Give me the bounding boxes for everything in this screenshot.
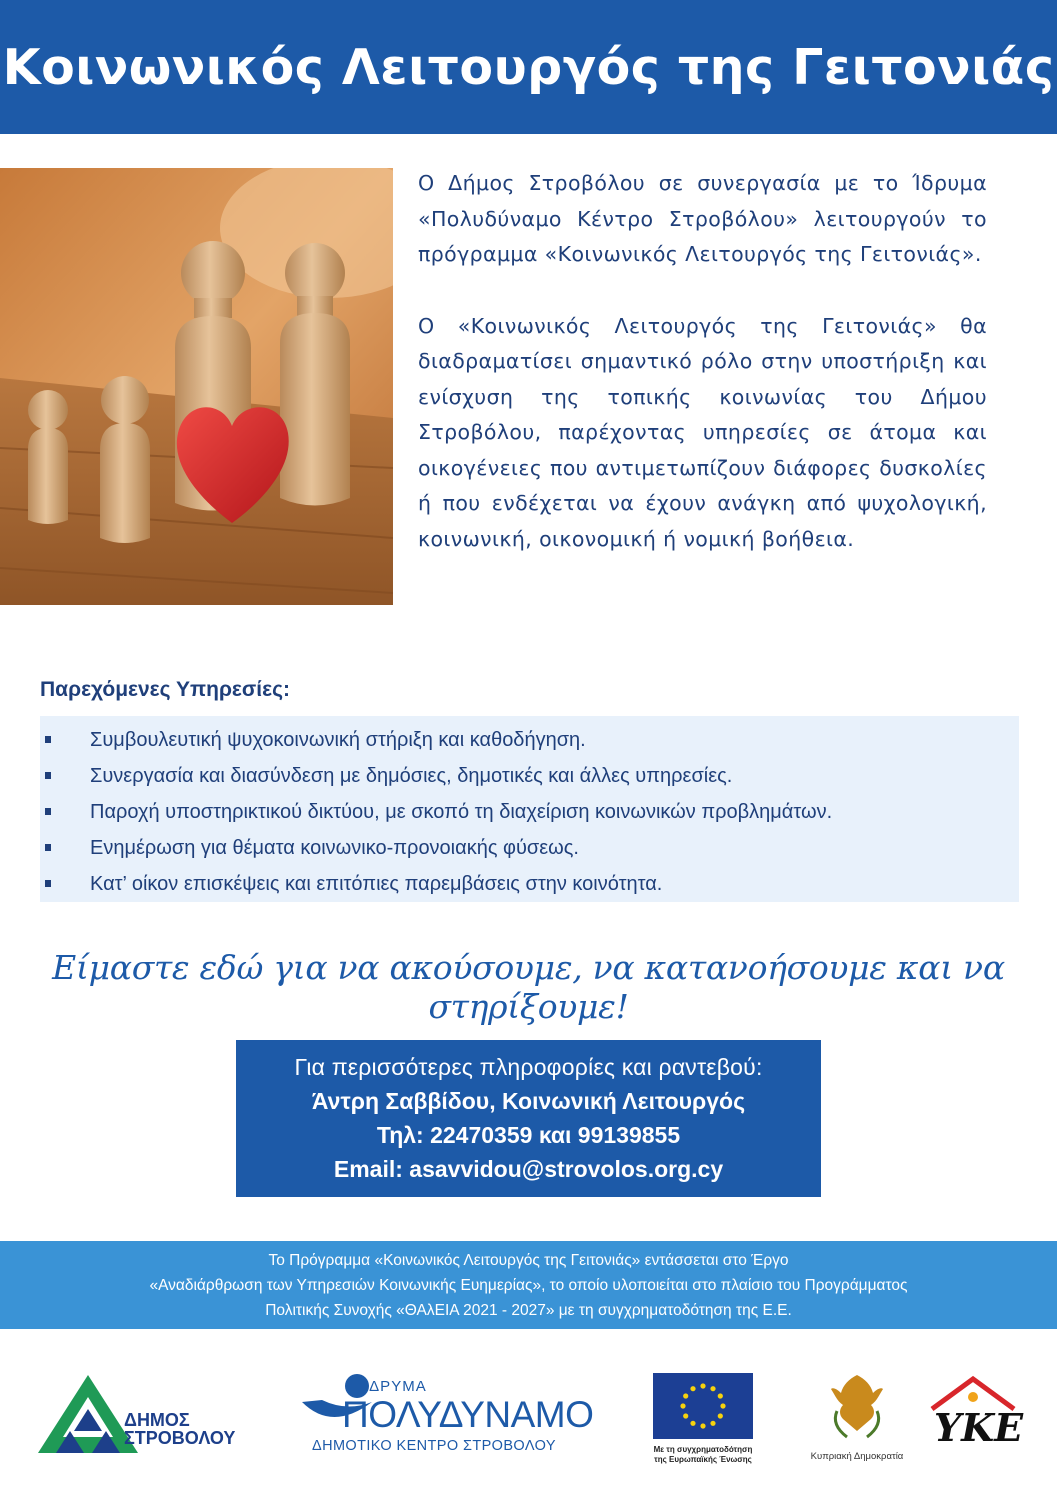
contact-intro: Για περισσότερες πληροφορίες και ραντεβού:: [294, 1054, 763, 1080]
intro-paragraph-2: Ο «Κοινωνικός Λειτουργός της Γειτονιάς» θα διαδραματίσει σημαντικό ρόλο στην υποστήριξη και ενίσχυση της τοπικής κοινωνίας του Δήμου Στροβόλου, παρέχοντας υπηρεσίες σε άτομα και οικογένειες που αντιμετωπίζουν διάφορες δυσκολίες ή που ενδέχεται να έχουν ανάγκη από ψυχολογική, κοινωνική, οικονομική ή νομική βοήθεια.: [418, 313, 987, 551]
services-list-box: [40, 716, 1019, 902]
contact-name: Άντρη Σαββίδου, Κοινωνική Λειτουργός: [311, 1088, 746, 1114]
contact-email[interactable]: Email: asavvidou@strovolos.org.cy: [333, 1156, 724, 1182]
partner-logos: [0, 1355, 1057, 1475]
polydynamo-foundation-logo: [302, 1372, 607, 1472]
cyprus-republic-logo: [802, 1371, 912, 1475]
contact-phone[interactable]: Τηλ: 22470359 και 99139855: [376, 1122, 681, 1148]
strovolos-triangle-icon: [38, 1375, 138, 1455]
service-label: Παροχή υποστηρικτικού δικτύου, με σκοπό τη διαχείριση κοινωνικών προβλημάτων.: [90, 801, 833, 823]
eu-cofunding-logo: [640, 1373, 766, 1473]
bullet-icon: [45, 844, 51, 851]
polydynamo-logo-line-1: ΙΔΡΥΜΑ: [364, 1378, 427, 1395]
polydynamo-logo-line-3: ΔΗΜΟΤΙΚΟ ΚΕΝΤΡΟ ΣΤΡΟΒΟΛΟΥ: [312, 1438, 556, 1454]
service-item: [40, 794, 1019, 830]
services-title: Παρεχόμενες Υπηρεσίες:: [40, 678, 290, 701]
slogan: Είμαστε εδώ για να ακούσουμε, να κατανοήσουμε και να στηρίξουμε!: [52, 948, 1005, 1026]
intro-text: [418, 166, 987, 593]
service-label: Κατ’ οίκον επισκέψεις και επιτόπιες παρεμβάσεις στην κοινότητα.: [90, 873, 663, 895]
funding-notice: [0, 1241, 1057, 1329]
contact-box: [236, 1040, 821, 1197]
cyprus-dove-emblem-icon: [827, 1371, 887, 1441]
funding-line-3: Πολιτικής Συνοχής «ΘΑλΕΙΑ 2021 - 2027» με τη συγχρηματοδότηση της Ε.Ε.: [265, 1302, 792, 1319]
strovolos-municipality-logo: [38, 1375, 278, 1475]
yke-logo: [928, 1375, 1024, 1465]
service-item: [40, 866, 1019, 902]
service-label: Συμβουλευτική ψυχοκοινωνική στήριξη και καθοδήγηση.: [90, 729, 586, 751]
polydynamo-logo-line-2: ΠΟΛΥΔΥΝΑΜΟ: [342, 1394, 594, 1435]
eu-logo-line-1: Με τη συγχρηματοδότηση: [653, 1445, 753, 1454]
service-item: [40, 758, 1019, 794]
wooden-family-heart-photo: [0, 168, 393, 605]
yke-logo-text: ΥΚΕ: [934, 1405, 1024, 1450]
header-banner: [0, 0, 1057, 134]
bullet-icon: [45, 772, 51, 779]
service-item: [40, 722, 1019, 758]
bullet-icon: [45, 808, 51, 815]
eu-logo-line-2: της Ευρωπαϊκής Ένωσης: [654, 1455, 752, 1464]
funding-line-2: «Αναδιάρθρωση των Υπηρεσιών Κοινωνικής Ευημερίας», το οποίο υλοποιείται στο πλαίσιο του Προγράμματος: [149, 1277, 908, 1294]
bullet-icon: [45, 736, 51, 743]
bullet-icon: [45, 880, 51, 887]
service-label: Συνεργασία και διασύνδεση με δημόσιες, δημοτικές και άλλες υπηρεσίες.: [90, 765, 733, 787]
service-item: [40, 830, 1019, 866]
strovolos-logo-line-1: ΔΗΜΟΣ: [124, 1410, 190, 1430]
cyprus-logo-label: Κυπριακή Δημοκρατία: [810, 1451, 904, 1462]
strovolos-logo-line-2: ΣΤΡΟΒΟΛΟΥ: [124, 1428, 236, 1448]
funding-line-1: Το Πρόγραμμα «Κοινωνικός Λειτουργός της Γειτονιάς» εντάσσεται στο Έργο: [268, 1252, 789, 1269]
service-label: Ενημέρωση για θέματα κοινωνικο-προνοιακής φύσεως.: [90, 837, 579, 859]
page-title: Κοινωνικός Λειτουργός της Γειτονιάς: [2, 38, 1055, 96]
eu-flag-icon: [653, 1373, 753, 1439]
intro-paragraph-1: Ο Δήμος Στροβόλου σε συνεργασία με το Ίδρυμα «Πολυδύναμο Κέντρο Στροβόλου» λειτουργούν το πρόγραμμα «Κοινωνικός Λειτουργός της Γειτονιάς».: [418, 171, 987, 266]
